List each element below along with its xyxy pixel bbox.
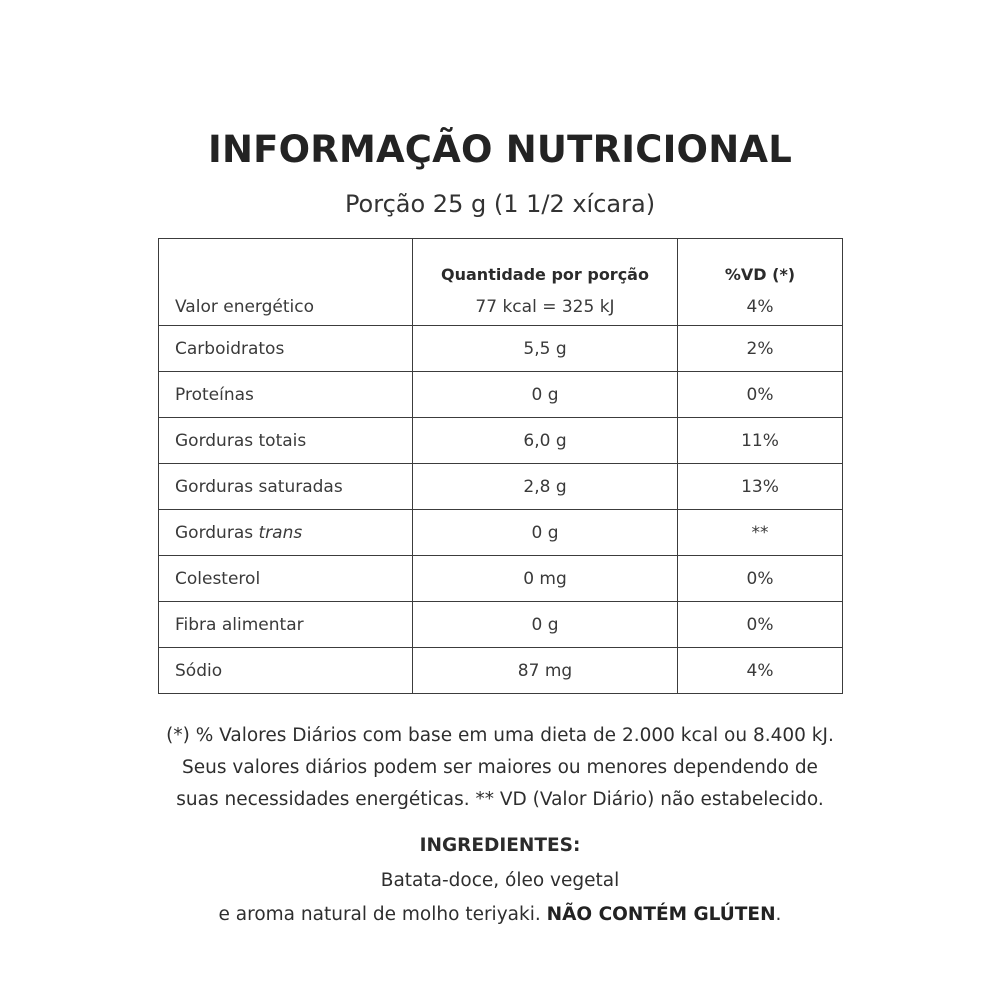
quantity-header: Quantidade por porção [441,265,649,284]
ingredients-line: Batata-doce, óleo vegetal [380,870,620,891]
ingredients-line: e aroma natural de molho teriyaki. [218,904,541,925]
nutrient-vd: 2% [678,326,843,372]
nutrient-name-cell [159,510,413,556]
nutrient-amount: 0 g [413,372,678,418]
table-row [159,648,843,694]
nutrient-vd: 4% [746,297,774,317]
vd-header: %VD (*) [724,265,796,284]
table-row [159,239,843,326]
ingredients-line-2 [0,898,1000,932]
ingredients-text [0,864,1000,932]
nutrient-name: Colesterol [159,556,413,602]
nutrient-name: Gorduras saturadas [159,464,413,510]
gluten-notice: NÃO CONTÉM GLÚTEN [546,904,776,925]
page-title: INFORMAÇÃO NUTRICIONAL [208,128,792,171]
table-row [159,602,843,648]
end-punctuation: . [775,904,782,925]
nutrient-amount: 0 g [413,510,678,556]
nutrient-amount: 0 mg [413,556,678,602]
nutrient-name: Proteínas [159,372,413,418]
nutrient-name: Valor energético [159,239,413,326]
nutrient-vd: 13% [678,464,843,510]
nutrient-vd: ** [678,510,843,556]
serving-size: Porção 25 g (1 1/2 xícara) [344,190,656,218]
footnote-line: (*) % Valores Diários com base em uma dieta de 2.000 kcal ou 8.400 kJ. [166,725,834,746]
nutrient-vd: 0% [678,372,843,418]
quantity-cell [413,239,678,326]
nutrient-name: Gorduras totais [159,418,413,464]
nutrient-amount: 6,0 g [413,418,678,464]
nutrient-amount: 2,8 g [413,464,678,510]
nutrient-vd: 0% [678,602,843,648]
nutrient-vd: 4% [678,648,843,694]
nutrient-amount: 77 kcal = 325 kJ [475,297,615,317]
footnote-line: suas necessidades energéticas. ** VD (Valor Diário) não estabelecido. [176,789,824,810]
vd-cell [678,239,843,326]
footnote-line: Seus valores diários podem ser maiores ou menores dependendo de [182,757,818,778]
nutrient-amount: 87 mg [413,648,678,694]
nutrient-name: Carboidratos [159,326,413,372]
table-row [159,418,843,464]
daily-value-footnote [0,720,1000,816]
nutrient-name: Sódio [159,648,413,694]
table-row [159,510,843,556]
nutrition-table [158,238,843,694]
nutrient-name: Gorduras [175,522,254,543]
nutrient-name: Fibra alimentar [159,602,413,648]
table-row [159,464,843,510]
ingredients-title: INGREDIENTES: [419,835,581,856]
nutrient-amount: 5,5 g [413,326,678,372]
nutrient-name-italic: trans [258,522,303,543]
table-row [159,326,843,372]
nutrient-vd: 11% [678,418,843,464]
table-row [159,556,843,602]
table-row [159,372,843,418]
nutrient-amount: 0 g [413,602,678,648]
nutrient-vd: 0% [678,556,843,602]
